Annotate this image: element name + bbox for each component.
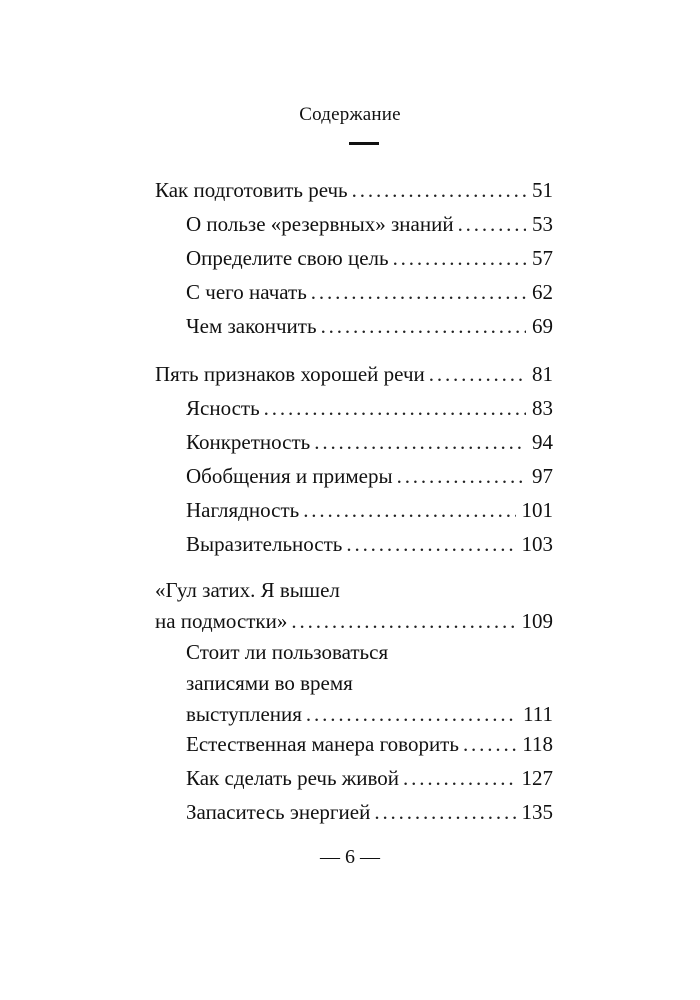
dot-leader [346, 529, 515, 560]
toc-entry[interactable] [186, 637, 553, 730]
toc-entry[interactable] [186, 529, 553, 560]
toc-entry[interactable] [186, 427, 553, 458]
dot-leader [403, 763, 515, 794]
toc-entry-title: Обобщения и примеры [186, 464, 393, 488]
toc-entry-page: 127 [521, 766, 553, 790]
toc-entry-title: С чего начать [186, 280, 307, 304]
toc-entry-page: 83 [532, 396, 553, 420]
dot-leader [429, 359, 526, 390]
toc-entry-title: Запаситесь энергией [186, 800, 371, 824]
toc-entry[interactable] [186, 311, 553, 342]
toc-entry[interactable] [186, 461, 553, 492]
toc-entry-title-line: «Гул затих. Я вышел [155, 578, 340, 602]
toc-entry-page: 109 [521, 609, 553, 633]
toc-entry-title-line: выступления [186, 702, 302, 726]
toc-entry[interactable] [155, 175, 553, 206]
toc-entry-title: Определите свою цель [186, 246, 389, 270]
toc-entry-title: О пользе «резервных» знаний [186, 212, 454, 236]
dot-leader [303, 495, 515, 526]
toc-entry-page: 135 [521, 800, 553, 824]
toc-entry[interactable] [186, 393, 553, 424]
toc-entry-title-line: Стоит ли пользоваться [186, 640, 389, 664]
toc-entry-page: 97 [532, 464, 553, 488]
dot-leader [321, 311, 526, 342]
toc-entry-title: Конкретность [186, 430, 311, 454]
toc-heading: Содержание [299, 104, 401, 125]
toc-entry-page: 51 [532, 178, 553, 202]
toc-entry-page: 94 [532, 430, 553, 454]
dot-leader [306, 699, 517, 730]
toc-entry-title: Выразительность [186, 532, 343, 556]
dot-leader [264, 393, 526, 424]
dot-leader [393, 243, 526, 274]
toc-entry[interactable] [186, 729, 553, 760]
dot-leader [311, 277, 526, 308]
dot-leader [352, 175, 526, 206]
toc-entry[interactable] [186, 797, 553, 828]
toc-entry-page: 118 [522, 732, 553, 756]
toc-entry-title: Чем закончить [186, 314, 317, 338]
dot-leader [374, 797, 515, 828]
toc-entry-page: 101 [521, 498, 553, 522]
dot-leader [397, 461, 526, 492]
dot-leader [463, 729, 516, 760]
toc-entry-page: 69 [532, 314, 553, 338]
toc-entry-page: 81 [532, 362, 553, 386]
toc-entry-page: 111 [523, 702, 553, 726]
toc-entry[interactable] [186, 495, 553, 526]
toc-entry-page: 103 [521, 532, 553, 556]
toc-entry[interactable] [186, 277, 553, 308]
toc-entry-page: 57 [532, 246, 553, 270]
dot-leader [458, 209, 526, 240]
toc-entry-title: Как подготовить речь [155, 178, 348, 202]
toc-entry-title: Естественная манера говорить [186, 732, 459, 756]
toc-entry-page: 62 [532, 280, 553, 304]
toc-entry[interactable] [186, 209, 553, 240]
toc-entry-page: 53 [532, 212, 553, 236]
toc-entry[interactable] [155, 575, 553, 637]
dot-leader [291, 606, 515, 637]
toc-entry[interactable] [155, 359, 553, 390]
dot-leader [314, 427, 526, 458]
page-number: — 6 — [320, 846, 380, 868]
toc-entry[interactable] [186, 763, 553, 794]
toc-entry-title: Как сделать речь живой [186, 766, 400, 790]
toc-entry-title-line: на подмостки» [155, 609, 288, 633]
toc-entry-title: Пять признаков хорошей речи [155, 362, 425, 386]
toc-entry-title: Ясность [186, 396, 260, 420]
toc-entry[interactable] [186, 243, 553, 274]
toc-entry-title: Наглядность [186, 498, 300, 522]
toc-entry-title-line: записями во время [186, 671, 353, 695]
